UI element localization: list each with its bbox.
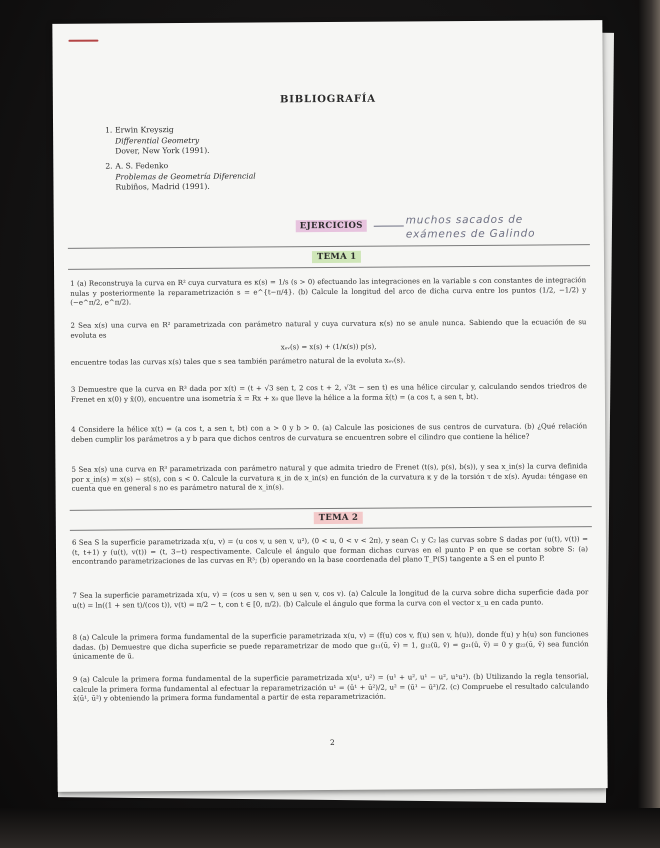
folder-bottom [0, 808, 660, 848]
red-pen-mark [68, 40, 98, 42]
handwritten-arrow [374, 225, 404, 226]
exercise-9: 9 (a) Calcule la primera forma fundamental de la superficie parametrizada x(u¹, u²) = (u¹ + u², u¹ − u², u¹u²). (b) Utilizando la regla tensorial, calcule la primera forma fundamental al efectuar la reparametrización u¹ = (ū¹ + ū²)/2, u² = (ū¹ − ū²)/2. (c) Compruebe el resultado calculando x̄(ū¹, ū²) y obteniendo la primera forma fundamental a partir de esta reparametrización. [72, 672, 589, 703]
evoluta-equation: xₑᵥ(s) = x(s) + (1/κ(s)) p(s), [280, 342, 377, 352]
divider [70, 526, 592, 531]
reference-number: 2. [105, 161, 113, 171]
exercise-1: 1 (a) Reconstruya la curva en R² cuya curvatura es κ(s) = 1/s (s > 0) efectuando las integraciones en la variable s con constantes de integración nulas y posteriormente la reparametrización s = e^{t−π/4}. (b) Calcule la longitud del arco de dicha curva entre los puntos (1/2, −1/2) y (−e^π/2, e^π/2). [70, 276, 587, 307]
tema1-heading: TEMA 1 [312, 251, 362, 263]
exercise-6: 6 Sea S la superficie parametrizada x(u, v) = (u cos v, u sen v, u²), (0 < u, 0 < v < 2π), y sean C₁ y C₂ las curvas sobre S dadas por (u(t), v(t)) = (t, t+1) y (u(t), v(t)) = (t, 3−t) respectivamente. Calcule el ángulo que forman dichas curvas en el punto P en que se cortan sobre S: (a) encontrando parametrizaciones de las curvas en R³; (b) operando en la base coordenada del plano T_P(S) tangente a S en el punto P. [71, 535, 589, 566]
page-title: BIBLIOGRAFÍA [279, 93, 376, 106]
tema2-heading: TEMA 2 [314, 512, 364, 524]
exercise-2-text: 2 Sea x(s) una curva en R² parametrizada con parámetro natural y cuya curvatura κ(s) no se anule nunca. Sabiendo que la ecuación de su evoluta es [70, 318, 587, 340]
exercise-4: 4 Considere la hélice x(t) = (a cos t, a sen t, bt) con a > 0 y b > 0. (a) Calcule las posiciones de sus centros de curvatura. (b) ¿Qué relación deben cumplir los parámetros a y b para que dichos centros de curvatura se encuentren sobre el cilindro que contiene la hélice? [71, 422, 588, 444]
exercise-8: 8 (a) Calcule la primera forma fundamental de la superficie parametrizada x(u, v) = (f(u) cos v, f(u) sen v, h(u)), donde f(u) y h(u) son funciones dadas. (b) Demuestre que dicha superficie se puede reparametrizar de modo que g₁₁(ū, v̄) = 1, g₁₂(ū, v̄) = g₂₁(ū, v̄) = 0 y g₂₂(ū, v̄) sea función únicamente de ū. [72, 630, 589, 661]
handwritten-note-line1: muchos sacados de [405, 213, 524, 227]
reference-1 [105, 125, 210, 157]
reference-title: Differential Geometry [115, 135, 200, 145]
exercise-7: 7 Sea la superficie parametrizada x(u, v) = (cos u sen v, sen u sen v, cos v). (a) Calcule la longitud de la curva sobre dicha superficie dada por u(t) = ln((1 + sen t)/(cos t)), v(t) = π/2 − t, con t ∈ [0, π/2). (b) Calcule el ángulo que forma la curva con el vector x_u en cada punto. [72, 588, 589, 610]
page-number: 2 [329, 737, 335, 748]
reference-title: Problemas de Geometría Diferencial [115, 171, 256, 181]
exercise-2 [70, 318, 586, 368]
handwritten-note-line2: exámenes de Galindo [405, 227, 536, 241]
divider [70, 506, 592, 511]
exercise-5: 5 Sea x(s) una curva en R³ parametrizada con parámetro natural y que admita triedro de Frenet (t(s), p(s), b(s)), y sea x_in(s) la curva definida por x_in(s) = x(s) − st(s), con s < 0. Calcule la curvatura κ_in de x_in(s) en función de la curvatura κ y de la torsión τ de x(s). Ayuda: téngase en cuenta que en general s no es parámetro natural de x_in(s). [71, 462, 588, 493]
document-page [52, 20, 607, 792]
reference-number: 1. [105, 125, 113, 135]
exercises-label: EJERCICIOS [296, 220, 367, 232]
reference-author: A. S. Fedenko [115, 161, 169, 171]
divider [68, 265, 590, 270]
reference-2 [105, 161, 256, 193]
exercises-header [54, 213, 604, 241]
reference-publisher: Dover, New York (1991). [115, 145, 210, 156]
exercise-2-tail: encuentre todas las curvas x(s) tales que s sea también parámetro natural de la evoluta xₑᵥ(s). [70, 356, 406, 367]
folder-edge [638, 0, 660, 848]
exercise-3: 3 Demuestre que la curva en R³ dada por x(t) = (t + √3 sen t, 2 cos t + 2, √3t − sen t) es una hélice circular y, calculando sendos triedros de Frenet en x(0) y x̄(0), encuentre una isometría x̄ = Rx + x₀ que lleve la hélice a la forma x̄(t) = (a cos t, a sen t, bt). [70, 382, 587, 404]
reference-author: Erwin Kreyszig [115, 125, 174, 135]
divider [68, 244, 590, 249]
reference-publisher: Rubiños, Madrid (1991). [115, 181, 210, 192]
